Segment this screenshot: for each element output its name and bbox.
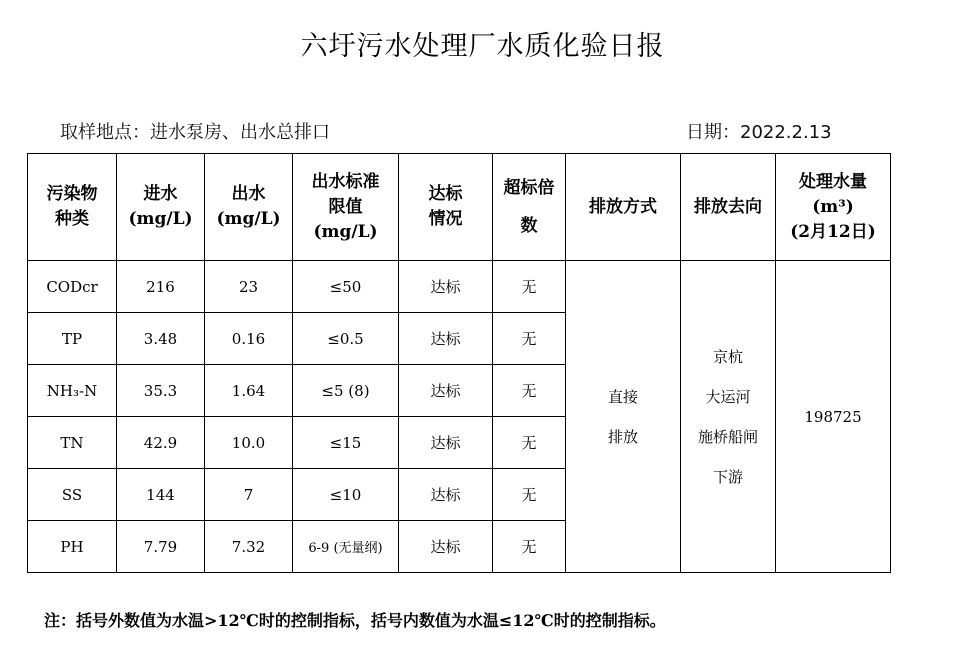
outflow-cell: 7.32 [205,521,293,573]
exceed-cell: 无 [493,365,566,417]
limit-cell: ≤0.5 [293,313,399,365]
volume-cell: 198725 [776,261,891,573]
compliance-cell: 达标 [399,313,493,365]
report-title: 六圩污水处理厂水质化验日报 [300,31,665,62]
pollutant-cell: TP [28,313,117,365]
inflow-cell: 216 [117,261,205,313]
table-row [28,261,891,313]
header-volume: 处理水量 (m³) (2月12日) [776,154,891,261]
limit-cell: ≤10 [293,469,399,521]
compliance-cell: 达标 [399,521,493,573]
pollutant-cell: PH [28,521,117,573]
inflow-cell: 3.48 [117,313,205,365]
inflow-cell: 42.9 [117,417,205,469]
water-quality-table [27,153,891,573]
header-outflow: 出水 (mg/L) [205,154,293,261]
exceed-cell: 无 [493,417,566,469]
table-header-row [28,154,891,261]
limit-cell: ≤15 [293,417,399,469]
limit-cell: ≤5 (8) [293,365,399,417]
compliance-cell: 达标 [399,261,493,313]
pollutant-cell: NH₃-N [28,365,117,417]
compliance-cell: 达标 [399,365,493,417]
inflow-cell: 7.79 [117,521,205,573]
footnote: 注：括号外数值为水温>12℃时的控制指标，括号内数值为水温≤12℃时的控制指标。 [44,611,666,630]
inflow-cell: 35.3 [117,365,205,417]
header-discharge-method: 排放方式 [566,154,681,261]
sampling-location: 取样地点：进水泵房、出水总排口 [60,122,330,143]
limit-cell: ≤50 [293,261,399,313]
exceed-cell: 无 [493,469,566,521]
header-inflow: 进水 (mg/L) [117,154,205,261]
discharge-method-cell: 直接 排放 [566,261,681,573]
exceed-cell: 无 [493,521,566,573]
header-limit: 出水标准 限值 (mg/L) [293,154,399,261]
header-compliance: 达标 情况 [399,154,493,261]
header-exceed: 超标倍 数 [493,154,566,261]
outflow-cell: 7 [205,469,293,521]
inflow-cell: 144 [117,469,205,521]
exceed-cell: 无 [493,313,566,365]
pollutant-cell: TN [28,417,117,469]
outflow-cell: 0.16 [205,313,293,365]
pollutant-cell: SS [28,469,117,521]
limit-cell: 6-9 (无量纲) [293,521,399,573]
outflow-cell: 1.64 [205,365,293,417]
exceed-cell: 无 [493,261,566,313]
compliance-cell: 达标 [399,469,493,521]
pollutant-cell: CODcr [28,261,117,313]
discharge-destination-cell: 京杭 大运河 施桥船闸 下游 [681,261,776,573]
header-discharge-destination: 排放去向 [681,154,776,261]
header-pollutant: 污染物 种类 [28,154,117,261]
report-date: 日期：2022.2.13 [686,122,832,143]
outflow-cell: 23 [205,261,293,313]
compliance-cell: 达标 [399,417,493,469]
outflow-cell: 10.0 [205,417,293,469]
